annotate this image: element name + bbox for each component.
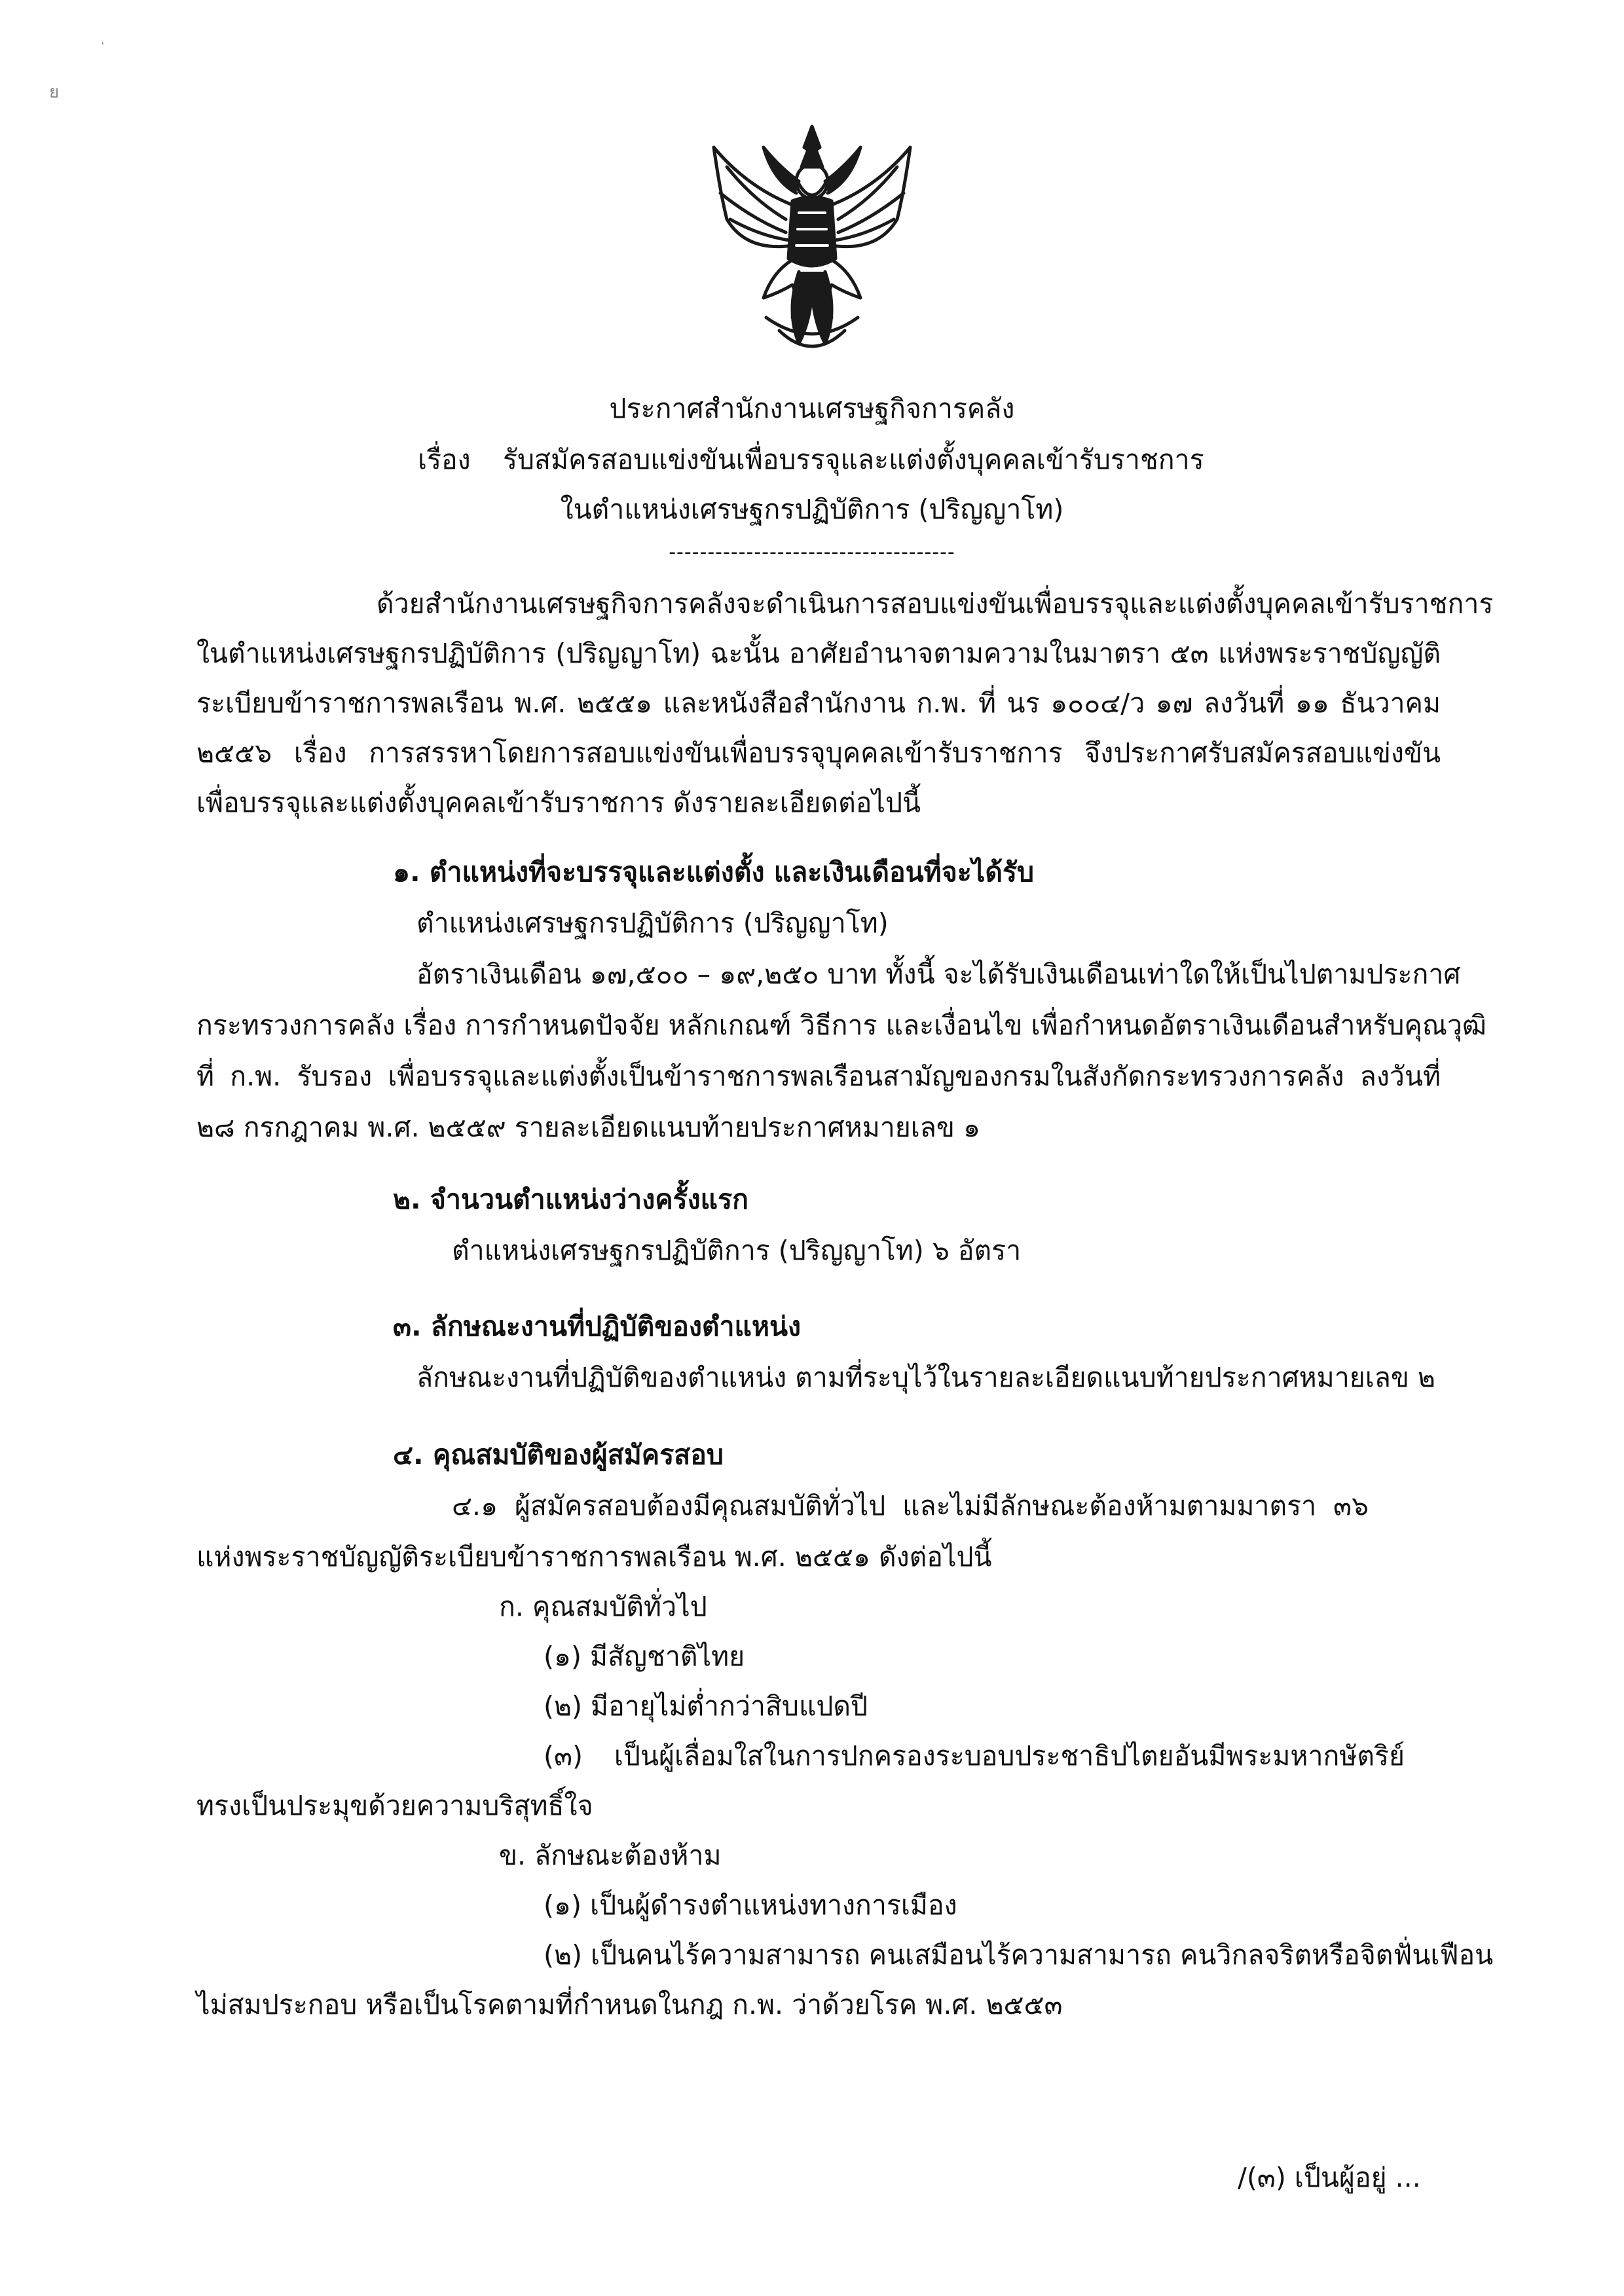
section-1-position: ตำแหน่งเศรษฐกรปฏิบัติการ (ปริญญาโท) — [416, 907, 889, 939]
margin-mark: ย — [49, 82, 60, 102]
section-3-heading: ๓. ลักษณะงานที่ปฏิบัติของตำแหน่ง — [393, 1311, 802, 1342]
section-2-body: ตำแหน่งเศรษฐกรปฏิบัติการ (ปริญญาโท) ๖ อัตรา — [452, 1235, 1022, 1266]
prohibition-item: (๒) เป็นคนไร้ความสามารถ คนเสมือนไร้ความสามารถ คนวิกลจริตหรือจิตฟั่นเฟือน — [544, 1939, 1494, 1971]
prohibition-item: (๑) เป็นผู้ดำรงตำแหน่งทางการเมือง — [544, 1889, 957, 1921]
qualification-item: (๒) มีอายุไม่ต่ำกว่าสิบแปดปี — [544, 1690, 868, 1722]
section-1-salary-line: ที่ ก.พ. รับรอง เพื่อบรรจุและแต่งตั้งเป็นข้าราชการพลเรือนสามัญของกรมในสังกัดกระทรวงการคลัง ลงวันที่ — [196, 1061, 1441, 1092]
intro-line: ระเบียบข้าราชการพลเรือน พ.ศ. ๒๕๕๑ และหนังสือสำนักงาน ก.พ. ที่ นร ๑๐๐๔/ว ๑๗ ลงวันที่ ๑๑ ธันวาคม — [196, 687, 1441, 719]
prohibitions-heading: ข. ลักษณะต้องห้าม — [499, 1840, 722, 1871]
qualifications-heading: ก. คุณสมบัติทั่วไป — [499, 1591, 707, 1622]
prohibition-item-continuation: ไม่สมประกอบ หรือเป็นโรคตามที่กำหนดในกฎ ก.พ. ว่าด้วยโรค พ.ศ. ๒๕๕๓ — [196, 1989, 1063, 2020]
section-4-heading: ๔. คุณสมบัติของผู้สมัครสอบ — [393, 1439, 724, 1470]
intro-line: ด้วยสำนักงานเศรษฐกิจการคลังจะดำเนินการสอบแข่งขันเพื่อบรรจุและแต่งตั้งบุคคลเข้ารับราชการ — [377, 588, 1494, 619]
section-4-paragraph-line: ๔.๑ ผู้สมัครสอบต้องมีคุณสมบัติทั่วไป และไม่มีลักษณะต้องห้ามตามมาตรา ๓๖ — [452, 1490, 1369, 1522]
header-divider: ------------------------------------- — [669, 541, 955, 564]
section-1-heading: ๑. ตำแหน่งที่จะบรรจุและแต่งตั้ง และเงินเดือนที่จะได้รับ — [393, 856, 1035, 888]
section-4-paragraph-line: แห่งพระราชบัญญัติระเบียบข้าราชการพลเรือน พ.ศ. ๒๕๕๑ ดังต่อไปนี้ — [196, 1541, 992, 1573]
garuda-emblem-icon — [701, 121, 923, 363]
section-2-heading: ๒. จำนวนตำแหน่งว่างครั้งแรก — [393, 1184, 748, 1215]
section-3-body: ลักษณะงานที่ปฏิบัติของตำแหน่ง ตามที่ระบุไว้ในรายละเอียดแนบท้ายประกาศหมายเลข ๒ — [416, 1362, 1435, 1393]
page-continuation: /(๓) เป็นผู้อยู่ ... — [1238, 2162, 1421, 2193]
announcement-title: ประกาศสำนักงานเศรษฐกิจการคลัง — [609, 393, 1015, 424]
intro-line: เพื่อบรรจุและแต่งตั้งบุคคลเข้ารับราชการ ดังรายละเอียดต่อไปนี้ — [196, 787, 921, 818]
intro-line: ในตำแหน่งเศรษฐกรปฏิบัติการ (ปริญญาโท) ฉะนั้น อาศัยอำนาจตามความในมาตรา ๕๓ แห่งพระราชบัญญัติ — [196, 638, 1441, 669]
subject-label: เรื่อง — [418, 444, 471, 475]
intro-line: ๒๕๕๖ เรื่อง การสรรหาโดยการสอบแข่งขันเพื่อบรรจุบุคคลเข้ารับราชการ จึงประกาศรับสมัครสอบแข่งขัน — [196, 737, 1441, 769]
qualification-item-continuation: ทรงเป็นประมุขด้วยความบริสุทธิ์ใจ — [196, 1790, 593, 1821]
qualification-item: (๑) มีสัญชาติไทย — [544, 1641, 745, 1672]
section-1-salary-line: ๒๘ กรกฎาคม พ.ศ. ๒๕๕๙ รายละเอียดแนบท้ายประกาศหมายเลข ๑ — [196, 1112, 981, 1143]
position-title: ในตำแหน่งเศรษฐกรปฏิบัติการ (ปริญญาโท) — [560, 494, 1064, 525]
subject-text: รับสมัครสอบแข่งขันเพื่อบรรจุและแต่งตั้งบุคคลเข้ารับราชการ — [503, 444, 1204, 475]
qualification-item: (๓) เป็นผู้เลื่อมใสในการปกครองระบอบประชาธิปไตยอันมีพระมหากษัตริย์ — [544, 1740, 1405, 1772]
section-1-salary-line: อัตราเงินเดือน ๑๗,๕๐๐ – ๑๙,๒๕๐ บาท ทั้งนี้ จะได้รับเงินเดือนเท่าใดให้เป็นไปตามประกาศ — [416, 958, 1461, 990]
section-1-salary-line: กระทรวงการคลัง เรื่อง การกำหนดปัจจัย หลักเกณฑ์ วิธีการ และเงื่อนไข เพื่อกำหนดอัตราเงินเดือนสำหรับคุณวุฒิ — [196, 1010, 1486, 1041]
